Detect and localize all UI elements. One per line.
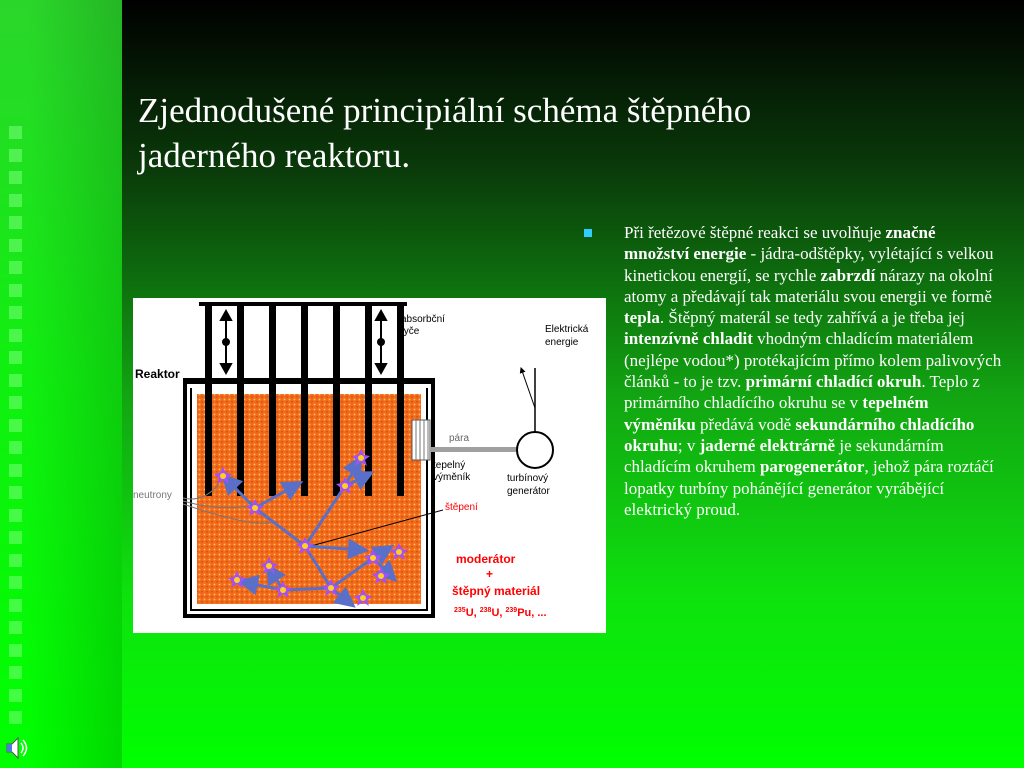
bullet-text-run: Při řetězové štěpné reakci se uvolňuje [624, 223, 886, 242]
decorative-square [9, 306, 22, 319]
bullet-text-run: nárazy na okolní atomy a předávají tak materiálu svou energii ve formě [624, 265, 993, 306]
decorative-square [9, 666, 22, 679]
label-turbine-2: generátor [507, 486, 550, 497]
decorative-square [9, 531, 22, 544]
bullet-text-run: , jehož pára roztáčí lopatky turbíny pohánějící generátor vyrábějící elektrický proud. [624, 457, 994, 519]
bullet-text-run: . Teplo z primárního chladícího okruhu se v [624, 372, 980, 413]
decorative-square [9, 329, 22, 342]
heat-exchanger [412, 420, 430, 460]
decorative-square [9, 396, 22, 409]
label-neutrons: neutrony [133, 490, 172, 501]
decorative-square [9, 689, 22, 702]
bullet-text-run: je sekundárním chladícím okruhem [624, 435, 944, 477]
label-fission: štěpení [445, 502, 478, 513]
decorative-square [9, 621, 22, 634]
decorative-square [9, 216, 22, 229]
steam-pipe [430, 447, 518, 452]
label-absorb-1: absorbční [401, 314, 445, 325]
label-isotopes: $^{235}$U, $^{238}$U, $^{239}$Pu, ... [454, 607, 547, 619]
bullet-text-run: ; v [677, 435, 700, 455]
decorative-square [9, 644, 22, 657]
label-absorb-2: tyče [401, 326, 420, 337]
decorative-square [9, 509, 22, 522]
decorative-square [9, 576, 22, 589]
bullet-text-bold: tepla [624, 308, 660, 328]
decorative-square [9, 171, 22, 184]
speaker-icon[interactable] [2, 733, 32, 763]
decorative-square [9, 351, 22, 364]
decorative-square [9, 284, 22, 297]
decorative-square [9, 419, 22, 432]
label-plus: + [486, 567, 494, 581]
decorative-square [9, 239, 22, 252]
decorative-square [9, 441, 22, 454]
electric-arrow [521, 368, 535, 408]
bullet-text-bold: primární chladící okruh [745, 372, 922, 392]
bullet-paragraph [624, 222, 1004, 520]
bullet-text-run: vhodným chladícím materiálem (nejlépe vodou*) protékajícím přímo kolem palivových článků - to je tzv. [624, 329, 1002, 392]
decorative-square [9, 464, 22, 477]
label-exchanger-2: výměník [433, 472, 471, 483]
bullet-text-bold: tepelném výměníku [624, 393, 929, 434]
decorative-square [9, 126, 22, 139]
decorative-square [9, 261, 22, 274]
label-electric-1: Elektrická [545, 324, 589, 335]
bullet-text-run: předává vodě [695, 414, 796, 434]
label-electric-2: energie [545, 337, 579, 348]
label-moderator: moderátor [456, 552, 516, 566]
slide-title: Zjednodušené principiální schéma štěpného jaderného reaktoru. [138, 91, 752, 175]
decorative-square [9, 374, 22, 387]
decorative-square [9, 194, 22, 207]
left-decorative-strip [0, 0, 122, 768]
bullet-square-icon [584, 229, 592, 237]
bullet-text-bold: značné množství energie [624, 223, 936, 264]
bullet-text-run: . Štěpný materál se tedy zahřívá a je třeba jej [659, 308, 965, 328]
decorative-square [9, 599, 22, 612]
decorative-square [9, 554, 22, 567]
decorative-square [9, 486, 22, 499]
bullet-text-bold: zabrzdí [820, 265, 876, 285]
label-fissile-material: štěpný materiál [452, 584, 541, 598]
bullet-text-bold: jaderné elektrárně [699, 435, 836, 455]
bullet-text-bold: parogenerátor [759, 457, 865, 477]
label-steam: pára [449, 433, 470, 444]
bullet-text-bold: sekundárního chladícího okruhu [624, 414, 975, 455]
decorative-square [9, 149, 22, 162]
bullet-text-bold: intenzívně chladit [624, 329, 753, 349]
turbine-generator [517, 432, 553, 468]
label-turbine-1: turbínový [507, 473, 549, 484]
left-strip-shade [28, 0, 122, 768]
bullet-list [584, 222, 1004, 520]
label-reaktor: Reaktor [135, 367, 180, 381]
label-exchanger-1: tepelný [433, 460, 466, 471]
decorative-square [9, 711, 22, 724]
bullet-text-run: - jádra-odštěpky, vylétající s velkou kinetickou energií, se rychle [624, 244, 994, 285]
reactor-diagram [133, 298, 606, 633]
reactor-diagram-svg [133, 298, 606, 633]
